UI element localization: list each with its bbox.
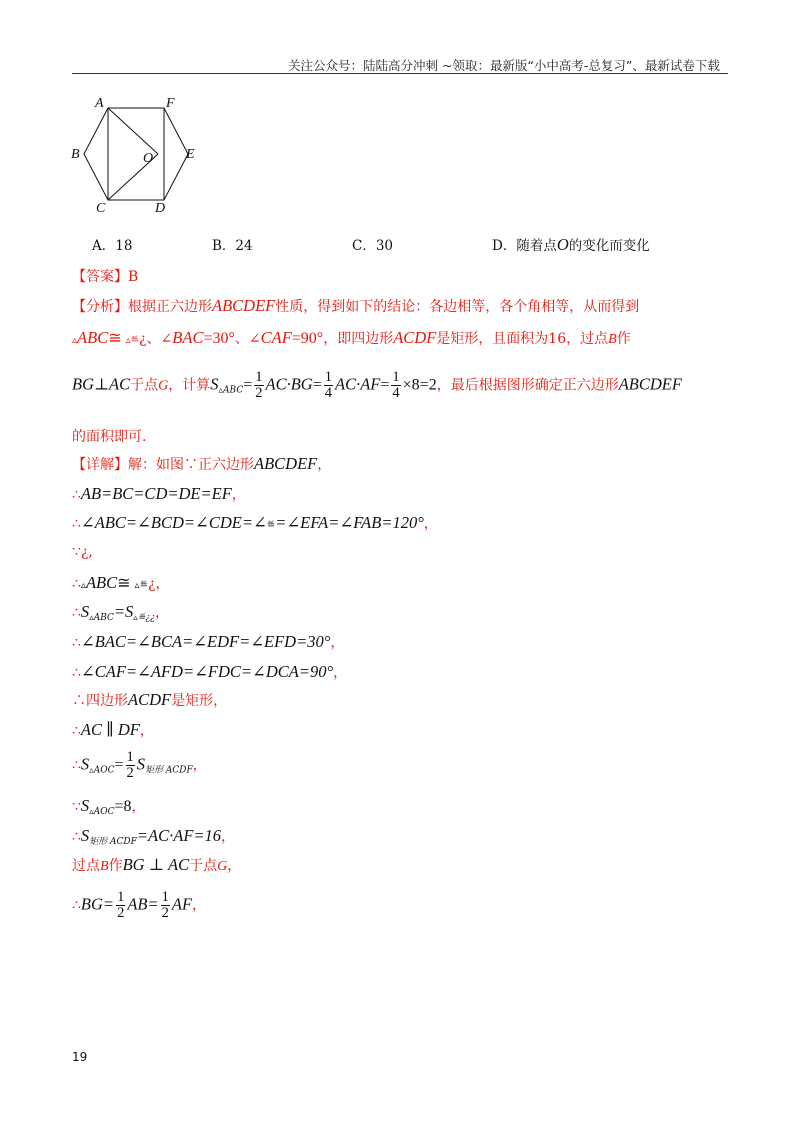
detail-line-12: $\because S_{▵AOC}=8$， — [72, 796, 146, 817]
detail-line-13: $\therefore S_{矩形 ACDF}=AC\cdot AF=16$， — [72, 826, 236, 847]
label-f: F — [166, 96, 175, 111]
detail-line-9: ∴四边形ACDF是矩形， — [72, 690, 228, 709]
detail-line-1: 【详解】解：如图∵正六边形ABCDEF， — [72, 454, 332, 473]
detail-line-10: ∴AC ∥ DF， — [72, 720, 154, 739]
choice-a: A．18 — [92, 238, 133, 254]
page-header: 关注公众号：陆陆高分冲刺 ~领取：最新版“小中高考-总复习”、最新试卷下载 — [288, 58, 720, 73]
hexagon-outline — [84, 108, 188, 200]
label-d: D — [155, 201, 166, 216]
detail-line-14: 过点B作BG ⊥ AC于点G， — [72, 855, 242, 874]
detail-line-6: $\therefore S_{▵ABC}=S_{▵≝¿¿}$， — [72, 602, 169, 623]
answer-line: 【答案】B — [72, 269, 139, 285]
choice-b: B．24 — [212, 238, 253, 254]
label-a: A — [95, 96, 104, 111]
page-number: 19 — [72, 1050, 88, 1064]
detail-line-3: ∴∠ABC=∠BCD=∠CDE=∠≝=∠EFA=∠FAB=120°， — [72, 513, 438, 532]
label-c: C — [96, 201, 106, 216]
analysis-line-1: 【分析】根据正六边形ABCDEF性质，得到如下的结论：各边相等，各个角相等，从而得到 — [72, 296, 640, 315]
detail-line-5: ∴▵ABC≅ ▵≝¿， — [72, 573, 170, 592]
hexagon-figure — [68, 92, 218, 216]
detail-line-4: ∵¿, — [72, 544, 93, 560]
analysis-line-3: BG⊥AC于点G，计算$S_{▵ABC}=$ $\frac{1}{2}$ AC·BG= $\frac{1}{4}$ AC·AF= $\frac{1}{4}$ ×8=2，最后根据图形确定正六边形ABCDEF — [72, 369, 682, 401]
fraction-half: $\frac{1}{2}$ — [255, 369, 263, 401]
fraction-half-2: $\frac{1}{2}$ — [126, 749, 134, 781]
fraction-quarter: $\frac{1}{4}$ — [324, 369, 332, 401]
label-o: O — [143, 151, 154, 166]
analysis-line-2: ▵ABC≅ ▵≝¿、∠BAC=30°、∠CAF=90°，即四边形ACDF是矩形，且面积为16，过点B作 — [72, 328, 631, 347]
detail-line-2: ∴AB=BC=CD=DE=EF， — [72, 484, 246, 503]
segment-ao — [108, 108, 158, 154]
fraction-half-4: $\frac{1}{2}$ — [161, 889, 169, 921]
detail-line-8: ∴∠CAF=∠AFD=∠FDC=∠DCA=90°， — [72, 662, 348, 681]
analysis-line-4: 的面积即可. — [72, 429, 147, 445]
detail-line-7: ∴∠BAC=∠BCA=∠EDF=∠EFD=30°， — [72, 632, 345, 651]
label-b: B — [71, 147, 80, 162]
header-rule — [72, 73, 728, 74]
fraction-half-3: $\frac{1}{2}$ — [117, 889, 125, 921]
label-e: E — [186, 147, 195, 162]
answer-choices — [0, 234, 800, 254]
fraction-quarter-2: $\frac{1}{4}$ — [392, 369, 400, 401]
choice-d: D．随着点O的变化而变化 — [492, 235, 650, 254]
choice-c: C．30 — [352, 238, 394, 254]
detail-line-15: ∴BG= $\frac{1}{2}$ AB= $\frac{1}{2}$ AF， — [72, 889, 207, 921]
detail-line-11: $\therefore S_{▵AOC}=$ $\frac{1}{2}$ $S_{矩形 ACDF}$， — [72, 749, 207, 781]
